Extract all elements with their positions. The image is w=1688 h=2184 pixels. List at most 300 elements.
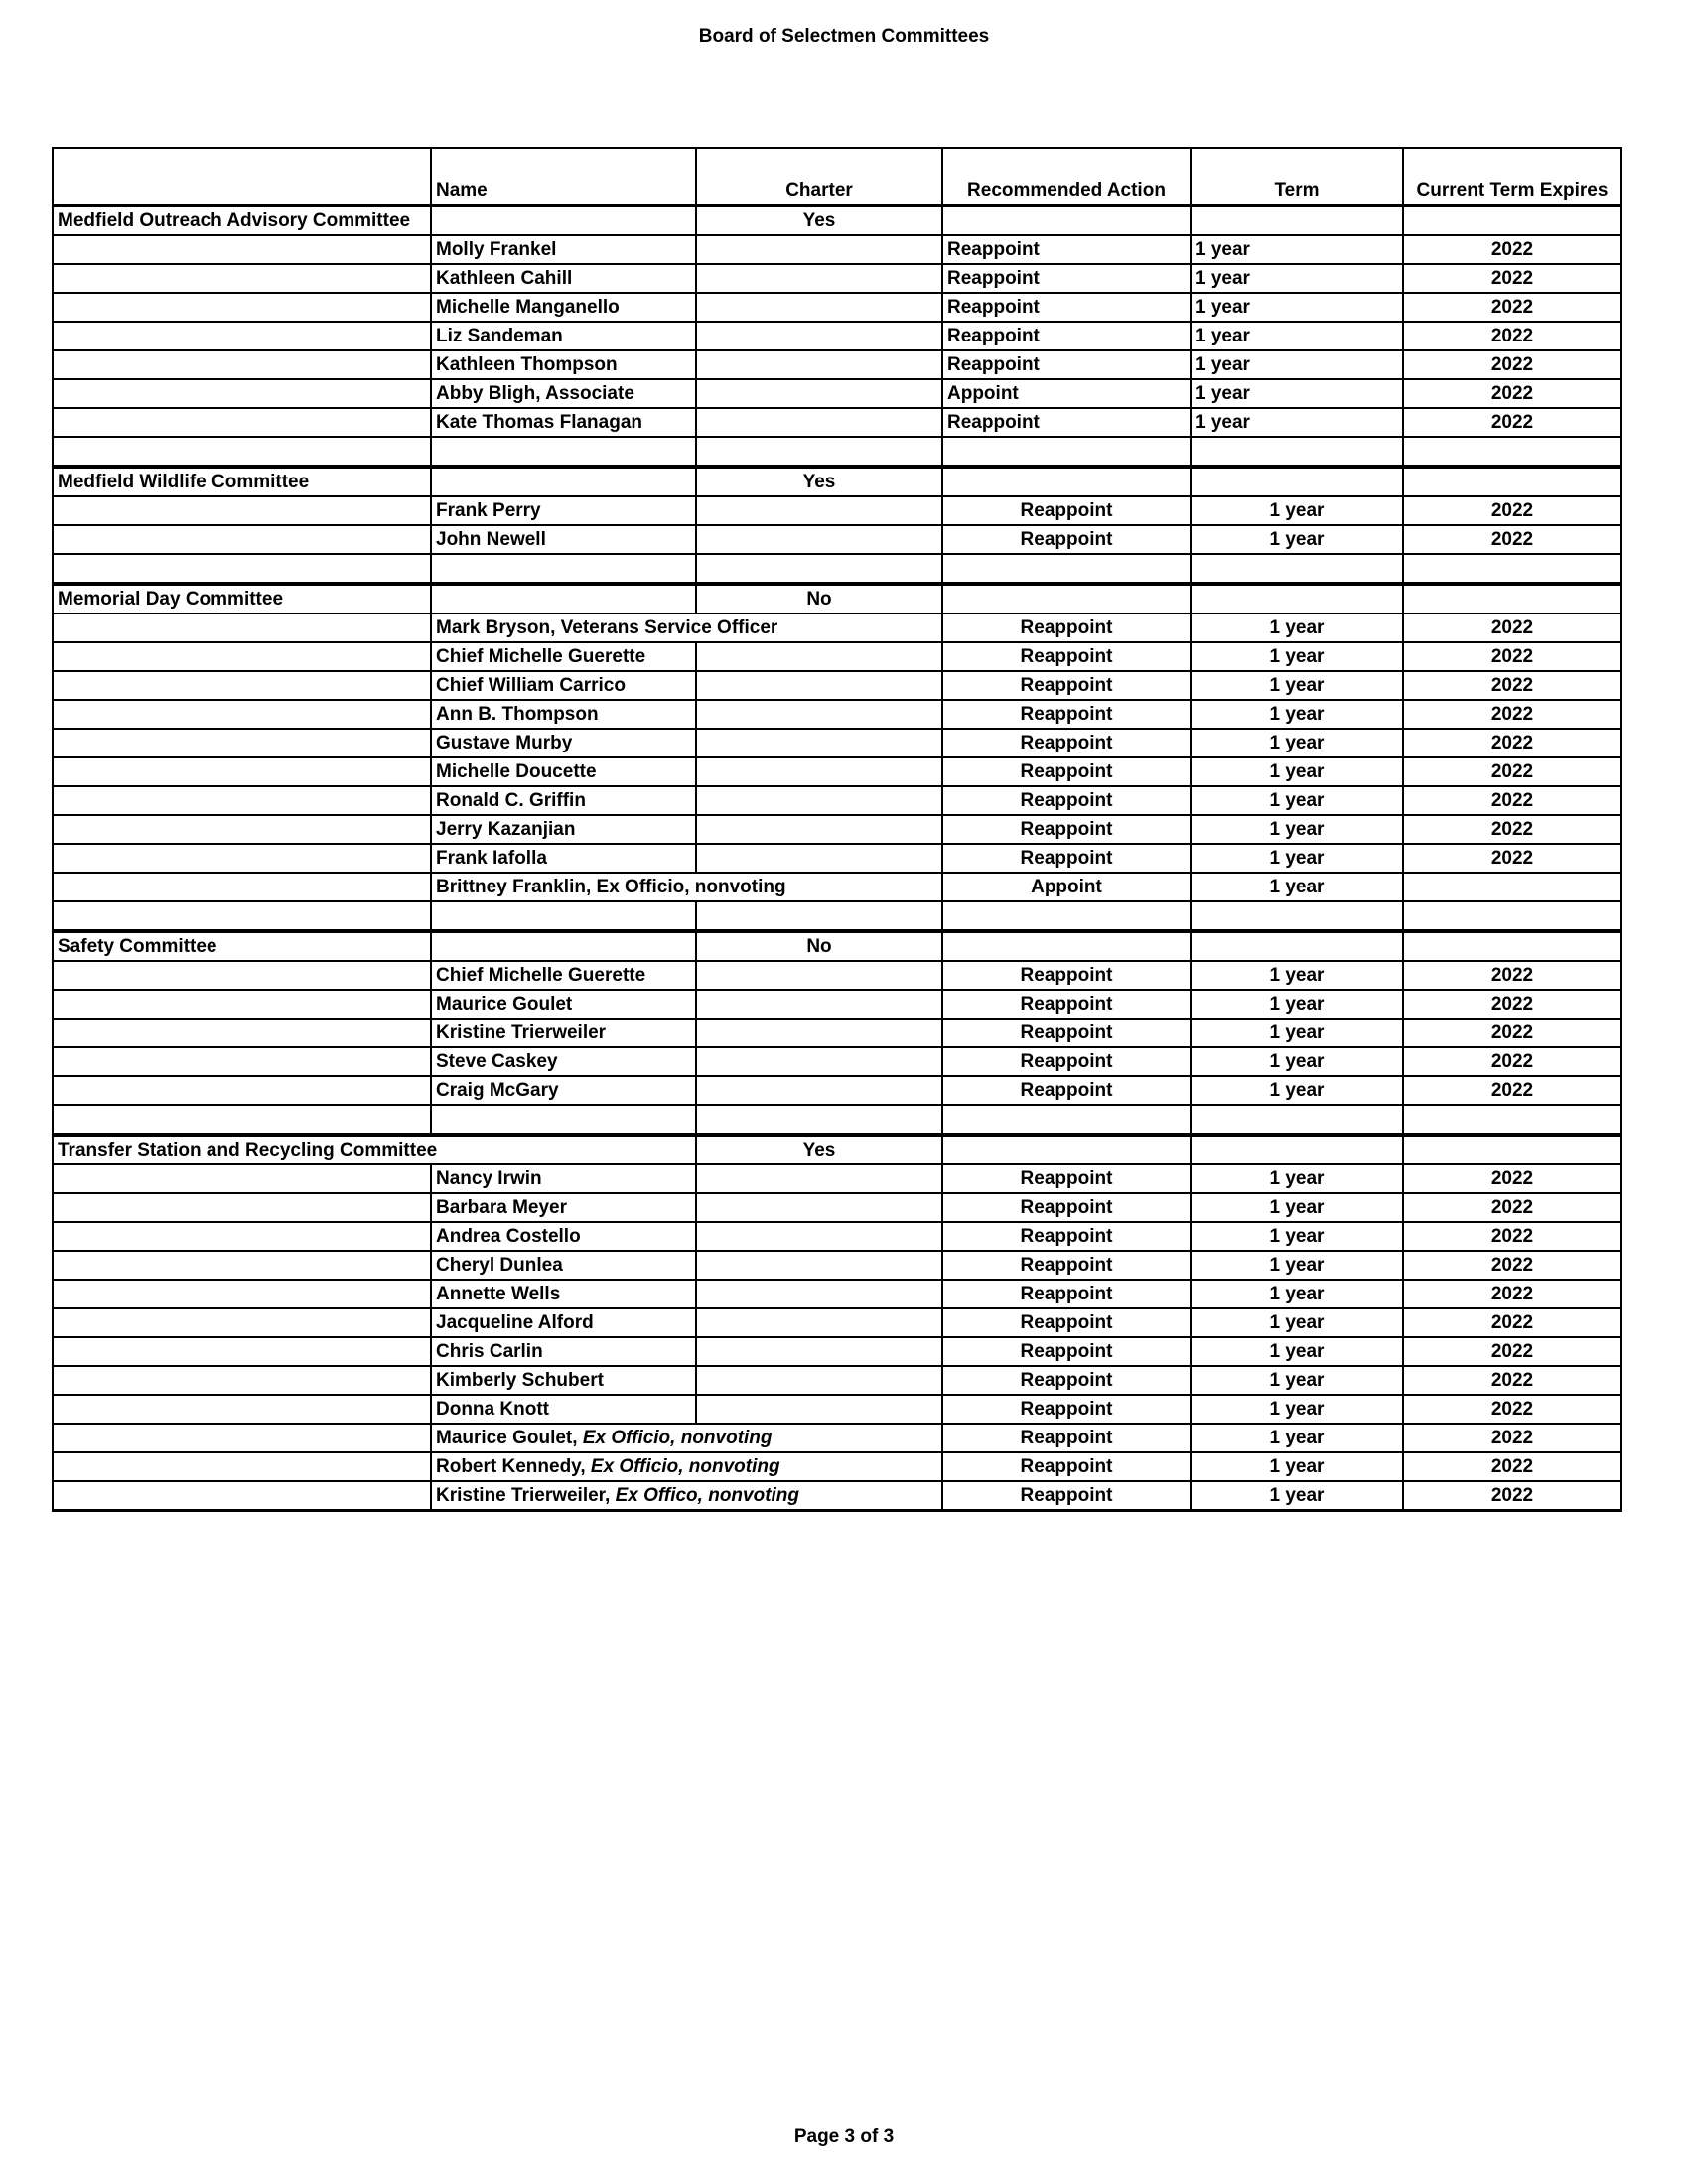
empty-cell xyxy=(53,1076,431,1105)
current-term-expires-value: 2022 xyxy=(1403,1047,1621,1076)
current-term-expires-value: 2022 xyxy=(1403,1280,1621,1308)
member-name: Jacqueline Alford xyxy=(431,1308,696,1337)
term-value: 1 year xyxy=(1191,990,1403,1019)
empty-cell xyxy=(696,1337,942,1366)
current-term-expires-value: 2022 xyxy=(1403,700,1621,729)
empty-cell xyxy=(53,1366,431,1395)
recommended-action-value: Reappoint xyxy=(942,786,1191,815)
recommended-action-value: Reappoint xyxy=(942,815,1191,844)
recommended-action-value: Reappoint xyxy=(942,1076,1191,1105)
term-value: 1 year xyxy=(1191,1308,1403,1337)
current-term-expires-value: 2022 xyxy=(1403,786,1621,815)
empty-cell xyxy=(942,1105,1191,1135)
empty-cell xyxy=(696,729,942,757)
term-value: 1 year xyxy=(1191,1193,1403,1222)
recommended-action-value: Reappoint xyxy=(942,408,1191,437)
recommended-action-value: Reappoint xyxy=(942,614,1191,642)
empty-cell xyxy=(1403,584,1621,614)
member-row xyxy=(53,1366,1621,1395)
empty-cell xyxy=(53,437,431,467)
term-value: 1 year xyxy=(1191,1366,1403,1395)
empty-cell xyxy=(696,1047,942,1076)
table-header-row xyxy=(53,148,1621,205)
term-value: 1 year xyxy=(1191,1164,1403,1193)
current-term-expires-value: 2022 xyxy=(1403,235,1621,264)
column-header-term: Term xyxy=(1191,148,1403,205)
empty-cell xyxy=(53,1337,431,1366)
empty-cell xyxy=(1403,931,1621,961)
empty-cell xyxy=(696,1105,942,1135)
member-name: Frank Iafolla xyxy=(431,844,696,873)
empty-cell xyxy=(53,990,431,1019)
empty-cell xyxy=(53,961,431,990)
current-term-expires-value: 2022 xyxy=(1403,1481,1621,1511)
empty-cell xyxy=(431,931,696,961)
current-term-expires-value: 2022 xyxy=(1403,322,1621,350)
empty-cell xyxy=(1191,901,1403,931)
empty-cell xyxy=(942,901,1191,931)
term-value: 1 year xyxy=(1191,844,1403,873)
member-row xyxy=(53,1308,1621,1337)
empty-cell xyxy=(696,1193,942,1222)
empty-cell xyxy=(1191,205,1403,235)
term-value: 1 year xyxy=(1191,525,1403,554)
current-term-expires-value: 2022 xyxy=(1403,350,1621,379)
charter-value: Yes xyxy=(696,205,942,235)
member-row xyxy=(53,1337,1621,1366)
empty-cell xyxy=(1403,901,1621,931)
empty-cell xyxy=(696,1222,942,1251)
empty-cell xyxy=(431,1105,696,1135)
empty-cell xyxy=(53,873,431,901)
empty-cell xyxy=(696,786,942,815)
member-name: Kristine Trierweiler, Ex Offico, nonvoting xyxy=(431,1481,942,1511)
recommended-action-value: Reappoint xyxy=(942,235,1191,264)
empty-cell xyxy=(942,467,1191,496)
term-value: 1 year xyxy=(1191,786,1403,815)
empty-cell xyxy=(696,1251,942,1280)
term-value: 1 year xyxy=(1191,1452,1403,1481)
committee-name: Safety Committee xyxy=(53,931,431,961)
term-value: 1 year xyxy=(1191,671,1403,700)
member-row xyxy=(53,350,1621,379)
member-row xyxy=(53,1222,1621,1251)
empty-cell xyxy=(1191,584,1403,614)
empty-cell xyxy=(1403,1105,1621,1135)
recommended-action-value: Reappoint xyxy=(942,525,1191,554)
member-row xyxy=(53,1452,1621,1481)
current-term-expires-value: 2022 xyxy=(1403,757,1621,786)
recommended-action-value: Reappoint xyxy=(942,496,1191,525)
separator-row xyxy=(53,901,1621,931)
empty-cell xyxy=(431,437,696,467)
recommended-action-value: Reappoint xyxy=(942,1280,1191,1308)
committees-table-container xyxy=(52,147,1622,1512)
member-name: Kristine Trierweiler xyxy=(431,1019,696,1047)
member-name: Mark Bryson, Veterans Service Officer xyxy=(431,614,942,642)
member-row xyxy=(53,1251,1621,1280)
empty-cell xyxy=(431,584,696,614)
current-term-expires-value: 2022 xyxy=(1403,990,1621,1019)
empty-cell xyxy=(53,844,431,873)
current-term-expires-value: 2022 xyxy=(1403,1019,1621,1047)
empty-cell xyxy=(696,815,942,844)
member-name: Cheryl Dunlea xyxy=(431,1251,696,1280)
empty-cell xyxy=(53,264,431,293)
empty-cell xyxy=(53,1308,431,1337)
empty-cell xyxy=(696,1076,942,1105)
empty-cell xyxy=(53,1251,431,1280)
term-value: 1 year xyxy=(1191,350,1403,379)
empty-cell xyxy=(696,350,942,379)
member-row xyxy=(53,1193,1621,1222)
empty-cell xyxy=(696,901,942,931)
committee-name: Medfield Wildlife Committee xyxy=(53,467,431,496)
term-value: 1 year xyxy=(1191,1337,1403,1366)
recommended-action-value: Reappoint xyxy=(942,1366,1191,1395)
recommended-action-value: Reappoint xyxy=(942,844,1191,873)
term-value: 1 year xyxy=(1191,1019,1403,1047)
recommended-action-value: Appoint xyxy=(942,379,1191,408)
empty-cell xyxy=(431,467,696,496)
member-name: Annette Wells xyxy=(431,1280,696,1308)
member-name: Chris Carlin xyxy=(431,1337,696,1366)
recommended-action-value: Reappoint xyxy=(942,350,1191,379)
empty-cell xyxy=(696,961,942,990)
member-row xyxy=(53,844,1621,873)
member-name: Chief William Carrico xyxy=(431,671,696,700)
header-spacer-cell xyxy=(53,148,431,205)
empty-cell xyxy=(1191,437,1403,467)
member-row xyxy=(53,961,1621,990)
current-term-expires-value: 2022 xyxy=(1403,614,1621,642)
page-title: Board of Selectmen Committees xyxy=(698,26,990,47)
member-row xyxy=(53,496,1621,525)
current-term-expires-value: 2022 xyxy=(1403,815,1621,844)
empty-cell xyxy=(53,642,431,671)
empty-cell xyxy=(53,1424,431,1452)
term-value: 1 year xyxy=(1191,408,1403,437)
term-value: 1 year xyxy=(1191,815,1403,844)
member-name: Liz Sandeman xyxy=(431,322,696,350)
current-term-expires-value: 2022 xyxy=(1403,525,1621,554)
term-value: 1 year xyxy=(1191,1481,1403,1511)
current-term-expires-value: 2022 xyxy=(1403,496,1621,525)
term-value: 1 year xyxy=(1191,1076,1403,1105)
empty-cell xyxy=(53,1164,431,1193)
member-row xyxy=(53,873,1621,901)
term-value: 1 year xyxy=(1191,496,1403,525)
recommended-action-value: Reappoint xyxy=(942,1395,1191,1424)
current-term-expires-value: 2022 xyxy=(1403,1424,1621,1452)
member-row xyxy=(53,1424,1621,1452)
charter-value: Yes xyxy=(696,467,942,496)
recommended-action-value: Reappoint xyxy=(942,1019,1191,1047)
committee-header-row xyxy=(53,931,1621,961)
ex-officio-label: Ex Officio, nonvoting xyxy=(582,1427,773,1448)
member-row xyxy=(53,1395,1621,1424)
empty-cell xyxy=(1403,437,1621,467)
empty-cell xyxy=(696,700,942,729)
member-row xyxy=(53,642,1621,671)
member-row xyxy=(53,614,1621,642)
committee-name: Transfer Station and Recycling Committee xyxy=(53,1135,696,1164)
empty-cell xyxy=(696,1395,942,1424)
member-name: Craig McGary xyxy=(431,1076,696,1105)
ex-officio-label: Ex Officio, nonvoting xyxy=(590,1455,780,1477)
recommended-action-value: Reappoint xyxy=(942,264,1191,293)
empty-cell xyxy=(53,901,431,931)
empty-cell xyxy=(696,525,942,554)
member-name: Robert Kennedy, Ex Officio, nonvoting xyxy=(431,1452,942,1481)
term-value: 1 year xyxy=(1191,642,1403,671)
term-value: 1 year xyxy=(1191,961,1403,990)
empty-cell xyxy=(696,235,942,264)
charter-value: Yes xyxy=(696,1135,942,1164)
page-number: Page 3 of 3 xyxy=(793,2126,895,2147)
current-term-expires-value: 2022 xyxy=(1403,1251,1621,1280)
recommended-action-value: Reappoint xyxy=(942,1337,1191,1366)
separator-row xyxy=(53,1105,1621,1135)
current-term-expires-value: 2022 xyxy=(1403,1452,1621,1481)
empty-cell xyxy=(696,671,942,700)
member-row xyxy=(53,990,1621,1019)
current-term-expires-value: 2022 xyxy=(1403,671,1621,700)
empty-cell xyxy=(696,642,942,671)
member-row xyxy=(53,408,1621,437)
member-name: Gustave Murby xyxy=(431,729,696,757)
ex-officio-label: Ex Offico, nonvoting xyxy=(615,1484,800,1506)
member-row xyxy=(53,729,1621,757)
empty-cell xyxy=(53,525,431,554)
empty-cell xyxy=(53,671,431,700)
recommended-action-value: Reappoint xyxy=(942,700,1191,729)
term-value: 1 year xyxy=(1191,379,1403,408)
current-term-expires-value: 2022 xyxy=(1403,1308,1621,1337)
current-term-expires-value: 2022 xyxy=(1403,961,1621,990)
current-term-expires-value: 2022 xyxy=(1403,293,1621,322)
empty-cell xyxy=(696,757,942,786)
empty-cell xyxy=(696,1019,942,1047)
member-row xyxy=(53,1481,1621,1511)
empty-cell xyxy=(1403,1135,1621,1164)
empty-cell xyxy=(1403,205,1621,235)
term-value: 1 year xyxy=(1191,700,1403,729)
term-value: 1 year xyxy=(1191,1251,1403,1280)
committee-header-row xyxy=(53,467,1621,496)
member-row xyxy=(53,815,1621,844)
empty-cell xyxy=(696,408,942,437)
empty-cell xyxy=(696,322,942,350)
empty-cell xyxy=(53,815,431,844)
member-name: Andrea Costello xyxy=(431,1222,696,1251)
member-name: Steve Caskey xyxy=(431,1047,696,1076)
empty-cell xyxy=(696,379,942,408)
empty-cell xyxy=(942,437,1191,467)
empty-cell xyxy=(696,990,942,1019)
empty-cell xyxy=(53,496,431,525)
term-value: 1 year xyxy=(1191,235,1403,264)
empty-cell xyxy=(53,757,431,786)
member-row xyxy=(53,322,1621,350)
current-term-expires-value: 2022 xyxy=(1403,1366,1621,1395)
member-row xyxy=(53,293,1621,322)
empty-cell xyxy=(1191,1135,1403,1164)
empty-cell xyxy=(53,1222,431,1251)
member-row xyxy=(53,786,1621,815)
member-name: Maurice Goulet xyxy=(431,990,696,1019)
member-name: Molly Frankel xyxy=(431,235,696,264)
term-value: 1 year xyxy=(1191,1047,1403,1076)
separator-row xyxy=(53,437,1621,467)
current-term-expires-value xyxy=(1403,873,1621,901)
member-name: Kate Thomas Flanagan xyxy=(431,408,696,437)
recommended-action-value: Reappoint xyxy=(942,642,1191,671)
member-name: Jerry Kazanjian xyxy=(431,815,696,844)
member-name: Brittney Franklin, Ex Officio, nonvoting xyxy=(431,873,942,901)
empty-cell xyxy=(53,1193,431,1222)
term-value: 1 year xyxy=(1191,1280,1403,1308)
member-name: Kathleen Thompson xyxy=(431,350,696,379)
member-name: John Newell xyxy=(431,525,696,554)
empty-cell xyxy=(696,264,942,293)
current-term-expires-value: 2022 xyxy=(1403,1337,1621,1366)
term-value: 1 year xyxy=(1191,1222,1403,1251)
empty-cell xyxy=(53,293,431,322)
empty-cell xyxy=(1403,554,1621,584)
member-name: Frank Perry xyxy=(431,496,696,525)
term-value: 1 year xyxy=(1191,293,1403,322)
empty-cell xyxy=(1191,554,1403,584)
member-row xyxy=(53,525,1621,554)
member-name: Abby Bligh, Associate xyxy=(431,379,696,408)
recommended-action-value: Reappoint xyxy=(942,671,1191,700)
term-value: 1 year xyxy=(1191,614,1403,642)
current-term-expires-value: 2022 xyxy=(1403,1395,1621,1424)
committee-header-row xyxy=(53,1135,1621,1164)
empty-cell xyxy=(942,1135,1191,1164)
member-name: Chief Michelle Guerette xyxy=(431,642,696,671)
member-name: Michelle Manganello xyxy=(431,293,696,322)
empty-cell xyxy=(53,1019,431,1047)
member-name: Barbara Meyer xyxy=(431,1193,696,1222)
recommended-action-value: Reappoint xyxy=(942,1193,1191,1222)
term-value: 1 year xyxy=(1191,1395,1403,1424)
recommended-action-value: Reappoint xyxy=(942,293,1191,322)
empty-cell xyxy=(53,1280,431,1308)
recommended-action-value: Reappoint xyxy=(942,729,1191,757)
member-name: Kathleen Cahill xyxy=(431,264,696,293)
separator-row xyxy=(53,554,1621,584)
empty-cell xyxy=(53,408,431,437)
empty-cell xyxy=(942,584,1191,614)
empty-cell xyxy=(696,844,942,873)
member-row xyxy=(53,700,1621,729)
column-header-charter: Charter xyxy=(696,148,942,205)
empty-cell xyxy=(1403,467,1621,496)
committees-table xyxy=(52,147,1622,1512)
committee-name: Medfield Outreach Advisory Committee xyxy=(53,205,431,235)
recommended-action-value: Reappoint xyxy=(942,1164,1191,1193)
charter-value: No xyxy=(696,584,942,614)
current-term-expires-value: 2022 xyxy=(1403,844,1621,873)
empty-cell xyxy=(53,350,431,379)
member-name: Chief Michelle Guerette xyxy=(431,961,696,990)
empty-cell xyxy=(53,700,431,729)
empty-cell xyxy=(942,205,1191,235)
recommended-action-value: Reappoint xyxy=(942,1251,1191,1280)
member-row xyxy=(53,1280,1621,1308)
member-row xyxy=(53,757,1621,786)
empty-cell xyxy=(431,554,696,584)
empty-cell xyxy=(53,1105,431,1135)
current-term-expires-value: 2022 xyxy=(1403,1222,1621,1251)
column-header-name: Name xyxy=(431,148,696,205)
member-name: Kimberly Schubert xyxy=(431,1366,696,1395)
member-row xyxy=(53,671,1621,700)
empty-cell xyxy=(696,496,942,525)
member-name: Ronald C. Griffin xyxy=(431,786,696,815)
empty-cell xyxy=(53,614,431,642)
recommended-action-value: Reappoint xyxy=(942,990,1191,1019)
column-header-current-term-expires: Current Term Expires xyxy=(1403,148,1621,205)
member-name: Ann B. Thompson xyxy=(431,700,696,729)
recommended-action-value: Reappoint xyxy=(942,1222,1191,1251)
empty-cell xyxy=(53,1452,431,1481)
charter-value: No xyxy=(696,931,942,961)
current-term-expires-value: 2022 xyxy=(1403,264,1621,293)
empty-cell xyxy=(53,1481,431,1511)
empty-cell xyxy=(696,554,942,584)
member-row xyxy=(53,1076,1621,1105)
empty-cell xyxy=(53,554,431,584)
empty-cell xyxy=(53,235,431,264)
term-value: 1 year xyxy=(1191,873,1403,901)
committee-header-row xyxy=(53,205,1621,235)
recommended-action-value: Appoint xyxy=(942,873,1191,901)
empty-cell xyxy=(53,1047,431,1076)
column-header-recommended-action: Recommended Action xyxy=(942,148,1191,205)
term-value: 1 year xyxy=(1191,757,1403,786)
current-term-expires-value: 2022 xyxy=(1403,1193,1621,1222)
empty-cell xyxy=(696,293,942,322)
member-name: Michelle Doucette xyxy=(431,757,696,786)
member-row xyxy=(53,1047,1621,1076)
recommended-action-value: Reappoint xyxy=(942,1481,1191,1511)
current-term-expires-value: 2022 xyxy=(1403,1076,1621,1105)
empty-cell xyxy=(53,729,431,757)
current-term-expires-value: 2022 xyxy=(1403,729,1621,757)
member-row xyxy=(53,379,1621,408)
member-row xyxy=(53,235,1621,264)
empty-cell xyxy=(696,1366,942,1395)
recommended-action-value: Reappoint xyxy=(942,1452,1191,1481)
member-row xyxy=(53,1019,1621,1047)
empty-cell xyxy=(696,1280,942,1308)
committee-name: Memorial Day Committee xyxy=(53,584,431,614)
empty-cell xyxy=(696,1164,942,1193)
current-term-expires-value: 2022 xyxy=(1403,408,1621,437)
recommended-action-value: Reappoint xyxy=(942,961,1191,990)
term-value: 1 year xyxy=(1191,322,1403,350)
current-term-expires-value: 2022 xyxy=(1403,1164,1621,1193)
recommended-action-value: Reappoint xyxy=(942,1047,1191,1076)
term-value: 1 year xyxy=(1191,729,1403,757)
empty-cell xyxy=(1191,931,1403,961)
term-value: 1 year xyxy=(1191,1424,1403,1452)
empty-cell xyxy=(1191,1105,1403,1135)
term-value: 1 year xyxy=(1191,264,1403,293)
